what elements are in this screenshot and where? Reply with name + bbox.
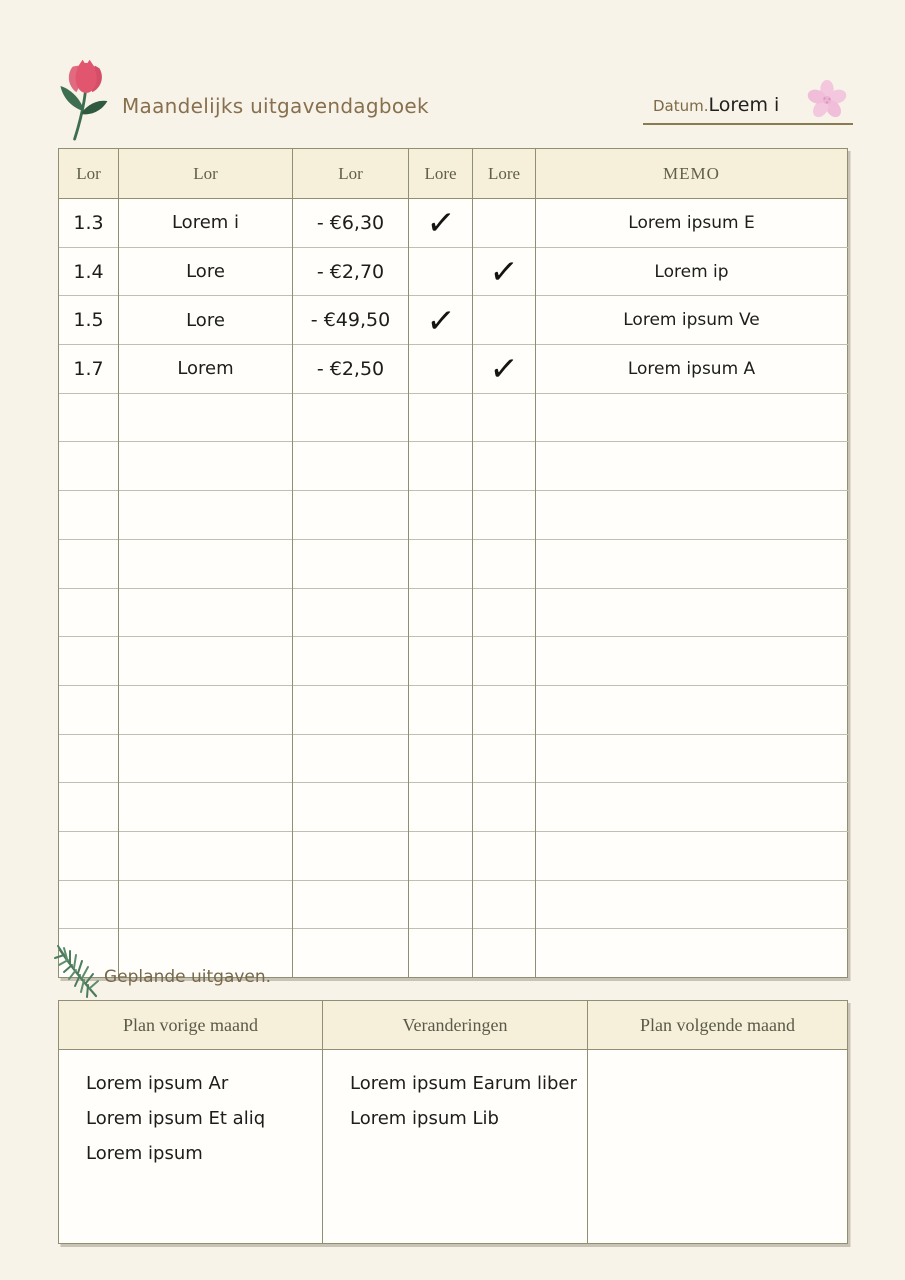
planned-item: Lorem ipsum Et aliq [86,1108,266,1129]
empty-cell [409,685,473,734]
checkmark-icon: ✓ [487,346,521,392]
empty-cell [293,783,409,832]
empty-cell [536,588,848,637]
empty-cell [409,734,473,783]
empty-cell [536,685,848,734]
empty-cell [536,539,848,588]
empty-cell [536,393,848,442]
empty-cell [59,831,119,880]
empty-cell [473,685,536,734]
expense-amount: - €49,50 [293,296,409,345]
planned-table [58,1000,848,1244]
expense-check-1 [409,199,473,248]
planned-cell [588,1050,848,1244]
col-header-plan-previous: Plan vorige maand [59,1001,323,1050]
expense-check-1 [409,345,473,394]
empty-cell [473,442,536,491]
empty-cell [293,539,409,588]
planned-item: Lorem ipsum Lib [350,1108,499,1129]
planned-content-row [59,1050,848,1244]
planned-heading-label: Geplande uitgaven. [104,967,272,987]
planned-item: Lorem ipsum [86,1143,203,1164]
empty-cell [59,588,119,637]
empty-cell [536,442,848,491]
expense-row [59,199,848,248]
expense-memo: Lorem ipsum A [536,345,848,394]
planned-header-row [59,1001,848,1050]
empty-cell [59,783,119,832]
empty-cell [473,539,536,588]
expense-item: Lorem [119,345,293,394]
expense-row [59,296,848,345]
empty-cell [119,539,293,588]
empty-cell [119,783,293,832]
empty-cell [473,929,536,978]
fern-leaf-icon [52,944,104,1002]
empty-cell [473,393,536,442]
checkmark-icon: ✓ [424,297,457,343]
expense-date: 1.7 [59,345,119,394]
tulip-flower-icon [56,58,118,144]
empty-cell [536,783,848,832]
page-title: Maandelijks uitgavendagboek [122,94,429,118]
expense-check-2 [473,296,536,345]
col-header-plan-next: Plan volgende maand [588,1001,848,1050]
empty-cell [293,637,409,686]
expense-row-empty [59,734,848,783]
col-header-date: Lor [59,149,119,199]
empty-cell [536,491,848,540]
expense-check-2 [473,345,536,394]
expense-amount: - €6,30 [293,199,409,248]
empty-cell [473,588,536,637]
empty-cell [536,929,848,978]
empty-cell [409,539,473,588]
expense-memo: Lorem ip [536,247,848,296]
empty-cell [59,685,119,734]
empty-cell [409,783,473,832]
empty-cell [409,929,473,978]
empty-cell [59,442,119,491]
empty-cell [293,491,409,540]
expense-item: Lore [119,247,293,296]
empty-cell [119,588,293,637]
empty-cell [536,734,848,783]
planned-item: Lorem ipsum Ar [86,1073,229,1094]
empty-cell [119,491,293,540]
empty-cell [409,880,473,929]
empty-cell [119,442,293,491]
date-field [643,86,853,125]
expense-row-empty [59,491,848,540]
empty-cell [119,831,293,880]
empty-cell [59,734,119,783]
empty-cell [293,393,409,442]
cherry-blossom-icon [805,80,849,120]
col-header-changes: Veranderingen [323,1001,588,1050]
expense-item: Lore [119,296,293,345]
expense-row-empty [59,539,848,588]
checkmark-icon: ✓ [487,248,521,295]
empty-cell [59,393,119,442]
expense-check-2 [473,199,536,248]
empty-cell [409,393,473,442]
expense-table-body [59,199,848,978]
empty-cell [59,539,119,588]
expense-row [59,247,848,296]
col-header-memo: MEMO [536,149,848,199]
empty-cell [59,491,119,540]
planned-heading [52,944,271,1002]
expense-row-empty [59,588,848,637]
empty-cell [473,734,536,783]
expense-check-2 [473,247,536,296]
empty-cell [293,685,409,734]
expense-date: 1.5 [59,296,119,345]
expense-table [58,148,848,978]
planned-cell [323,1050,588,1244]
empty-cell [119,637,293,686]
expense-date: 1.3 [59,199,119,248]
empty-cell [119,685,293,734]
empty-cell [293,442,409,491]
expense-row-empty [59,637,848,686]
empty-cell [409,491,473,540]
expense-item: Lorem i [119,199,293,248]
expense-row-empty [59,831,848,880]
empty-cell [409,588,473,637]
empty-cell [409,831,473,880]
empty-cell [293,734,409,783]
col-header-check1: Lore [409,149,473,199]
planned-cell [59,1050,323,1244]
empty-cell [409,637,473,686]
expense-memo: Lorem ipsum Ve [536,296,848,345]
empty-cell [409,442,473,491]
checkmark-icon: ✓ [424,200,457,246]
empty-cell [293,880,409,929]
expense-row-empty [59,783,848,832]
empty-cell [293,831,409,880]
expense-amount: - €2,70 [293,247,409,296]
date-value: Lorem i [708,94,780,116]
planned-item: Lorem ipsum Earum liber [350,1073,577,1094]
expense-row-empty [59,393,848,442]
empty-cell [59,637,119,686]
col-header-check2: Lore [473,149,536,199]
empty-cell [473,880,536,929]
expense-row-empty [59,685,848,734]
empty-cell [536,831,848,880]
empty-cell [293,588,409,637]
expense-header-row [59,149,848,199]
expense-check-1 [409,296,473,345]
empty-cell [119,393,293,442]
empty-cell [473,637,536,686]
expense-date: 1.4 [59,247,119,296]
col-header-item: Lor [119,149,293,199]
col-header-amount: Lor [293,149,409,199]
expense-row-empty [59,880,848,929]
empty-cell [119,734,293,783]
empty-cell [473,831,536,880]
empty-cell [473,491,536,540]
empty-cell [119,880,293,929]
empty-cell [536,880,848,929]
expense-memo: Lorem ipsum E [536,199,848,248]
empty-cell [293,929,409,978]
empty-cell [473,783,536,832]
expense-row-empty [59,442,848,491]
empty-cell [536,637,848,686]
expense-check-1 [409,247,473,296]
empty-cell [59,880,119,929]
expense-amount: - €2,50 [293,345,409,394]
title-group [56,58,429,144]
expense-row [59,345,848,394]
date-label: Datum. [653,97,709,115]
